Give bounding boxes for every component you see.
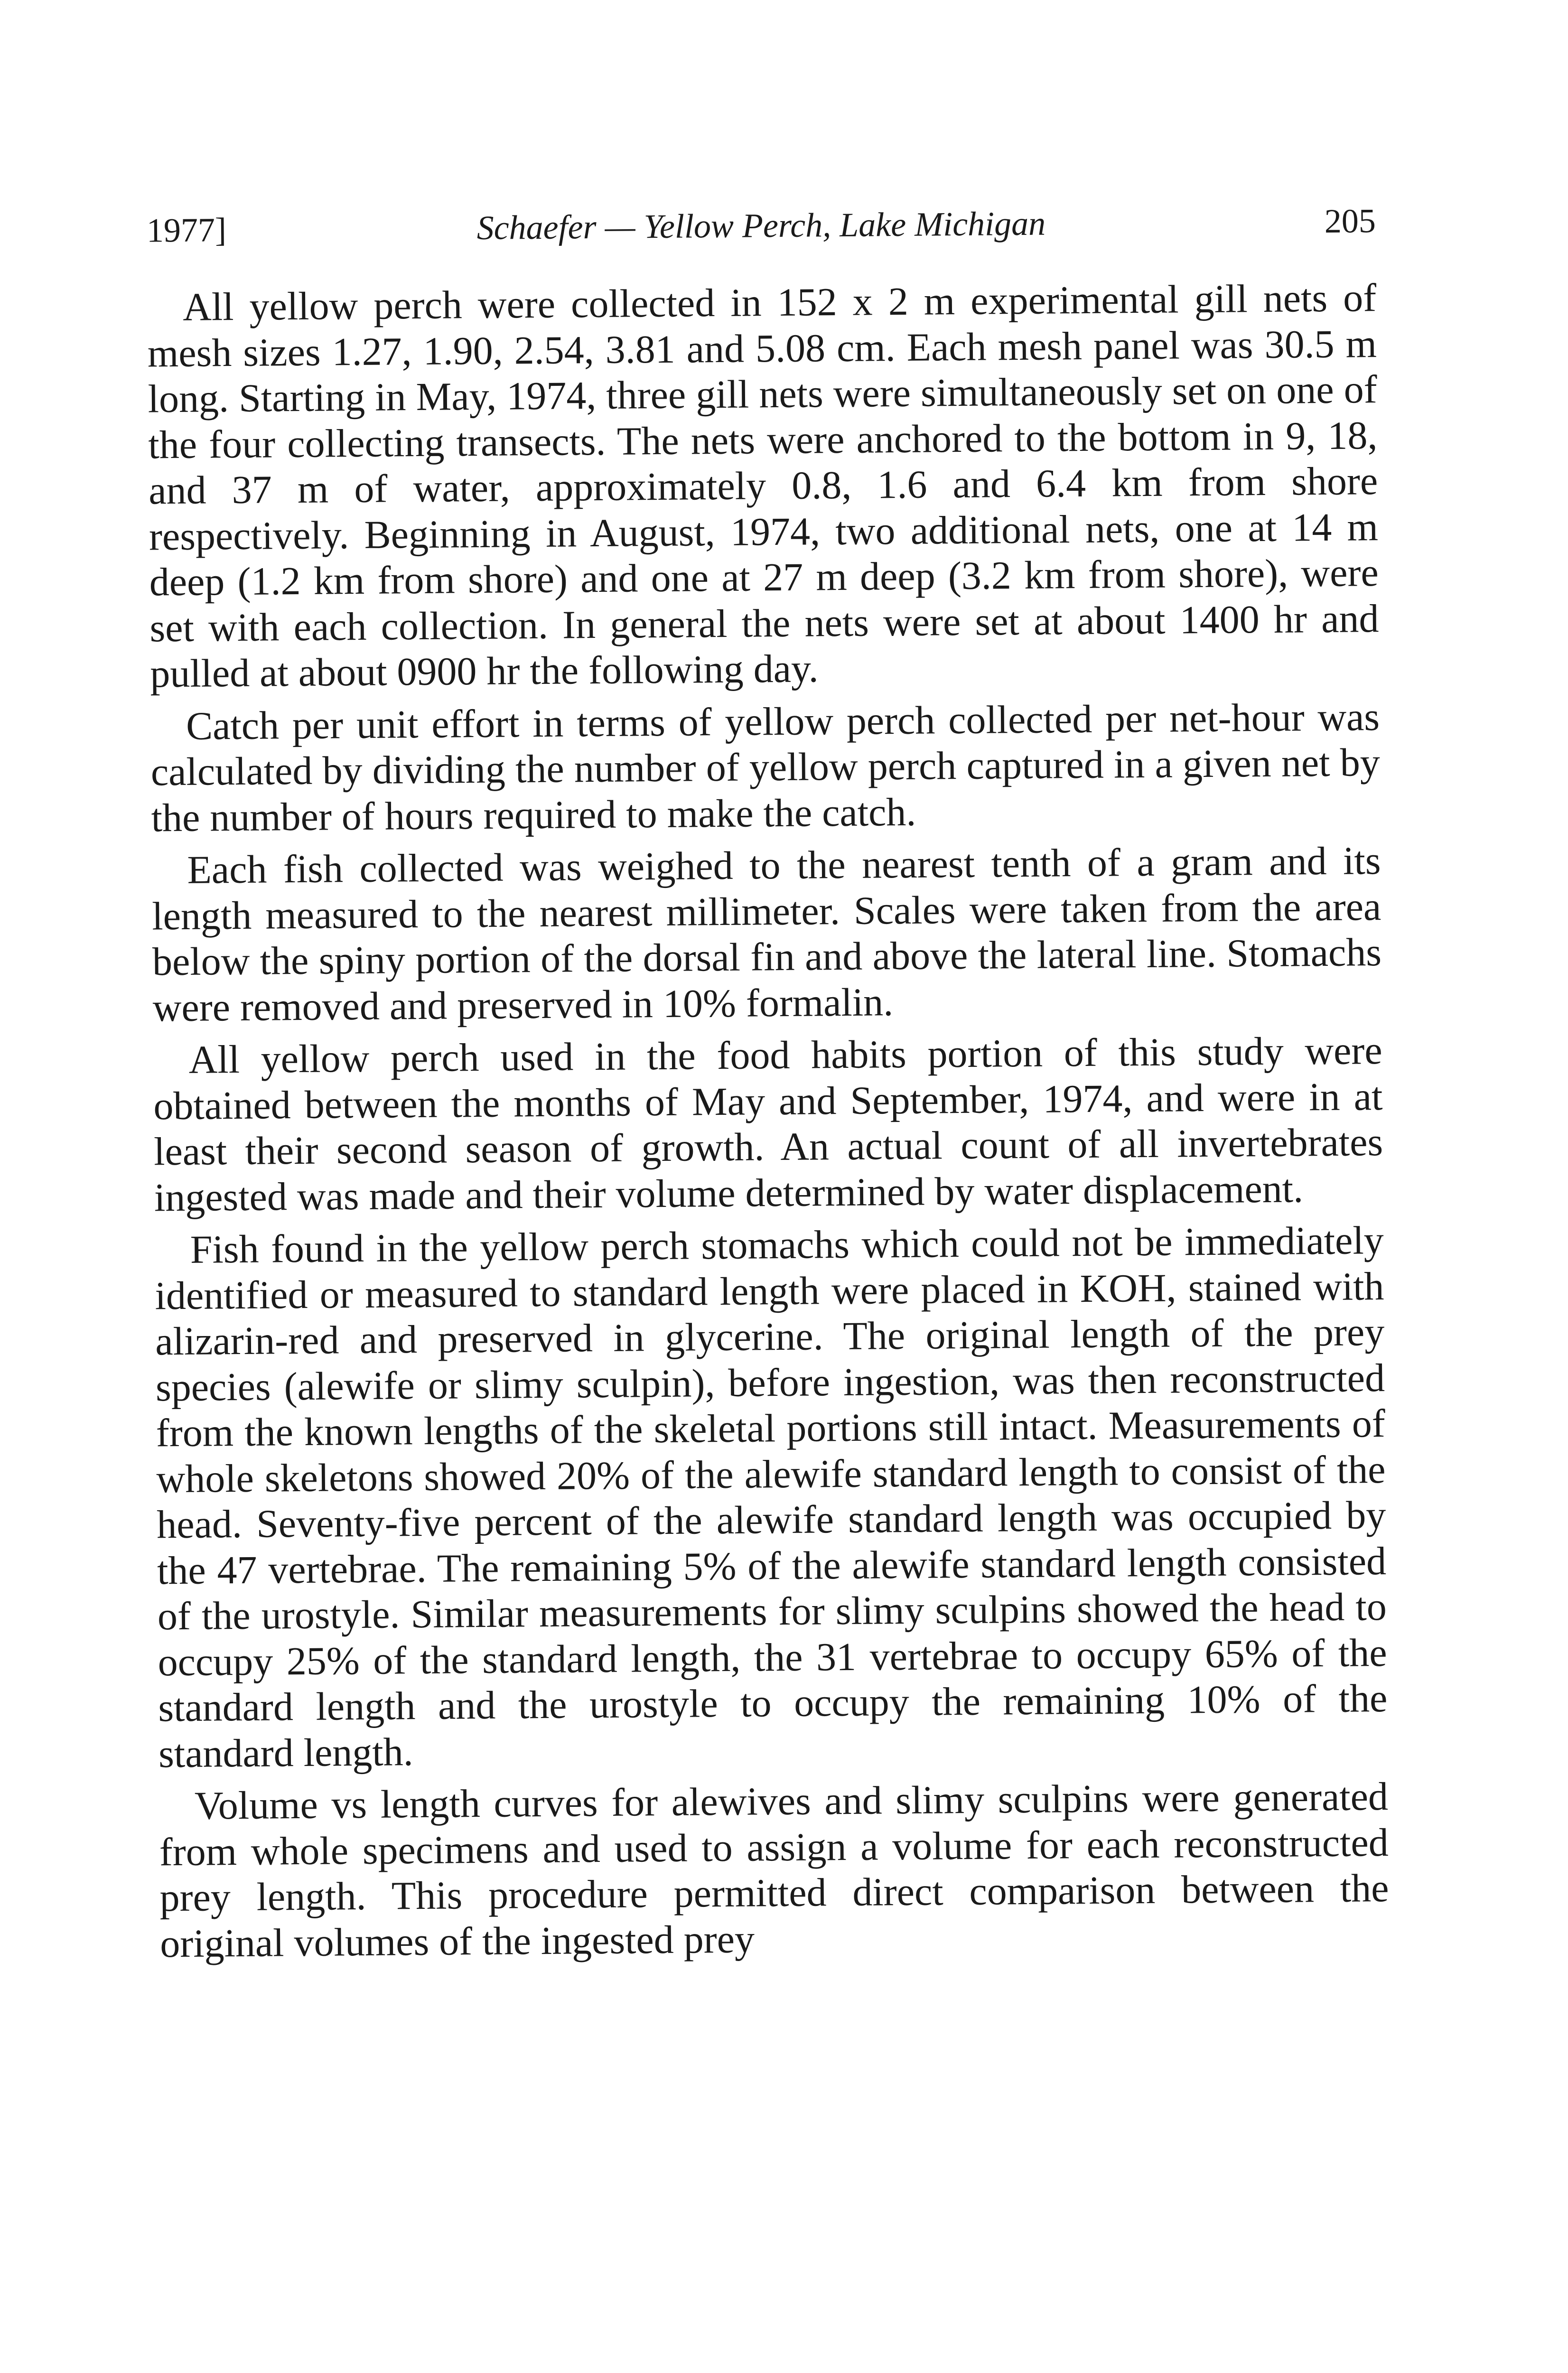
body-text — [147, 275, 1390, 1973]
paragraph-food-habits: All yellow perch used in the food habits portion of this study were obtained between the months of May and September, 1974, and were in at least their second season of growth. An actual count of all invertebrates ingested was made and their volume determined by water displacement. — [153, 1028, 1383, 1220]
header-year: 1977] — [146, 211, 227, 250]
running-head — [146, 195, 1376, 256]
paragraph-prey-reconstruction: Fish found in the yellow perch stomachs which could not be immediately identified or measured to standard length were placed in KOH, stained with alizarin-red and preserved in glycerine. The original length of the prey species (alewife or slimy sculpin), before ingestion, was then reconstructed from the known lengths of the skeletal portions still intact. Measurements of whole skeletons showed 20% of the alewife standard length to consist of the head. Seventy-five percent of the alewife standard length was occupied by the 47 vertebrae. The remaining 5% of the alewife standard length consisted of the urostyle. Similar measurements for slimy sculpins showed the head to occupy 25% of the standard length, the 31 vertebrae to occupy 65% of the standard length and the urostyle to occupy the remaining 10% of the standard length. — [155, 1218, 1388, 1776]
paragraph-fish-measurement: Each fish collected was weighed to the nearest tenth of a gram and its length measured to the nearest millimeter. Scales were taken from the area below the spiny portion of the dorsal fin and above the lateral line. Stomachs were removed and preserved in 10% formalin. — [151, 839, 1382, 1030]
paragraph-catch-per-unit-effort: Catch per unit effort in terms of yellow perch collected per net-hour was calculated by dividing the number of yellow perch captured in a given net by the number of hours required to make the catch. — [150, 694, 1381, 840]
paragraph-methods-gill-nets: All yellow perch were collected in 152 x 2 m experimental gill nets of mesh sizes 1.27, 1.90, 2.54, 3.81 and 5.08 cm. Each mesh panel was 30.5 m long. Starting in May, 1974, three gill nets were simultaneously set on one of the four collecting transects. The nets were anchored to the bottom in 9, 18, and 37 m of water, approximately 0.8, 1.6 and 6.4 km from shore respectively. Beginning in August, 1974, two additional nets, one at 14 m deep (1.2 km from shore) and one at 27 m deep (3.2 km from shore), were set with each collection. In general the nets were set at about 1400 hr and pulled at about 0900 hr the following day. — [147, 276, 1379, 696]
paragraph-volume-curves: Volume vs length curves for alewives and slimy sculpins were generated from whole specimens and used to assign a volume for each reconstructed prey length. This procedure permitted direct comparison between the original volumes of the ingested prey — [159, 1775, 1389, 1966]
header-title: Schaefer — Yellow Perch, Lake Michigan — [476, 204, 1046, 247]
page-number: 205 — [1324, 202, 1376, 240]
